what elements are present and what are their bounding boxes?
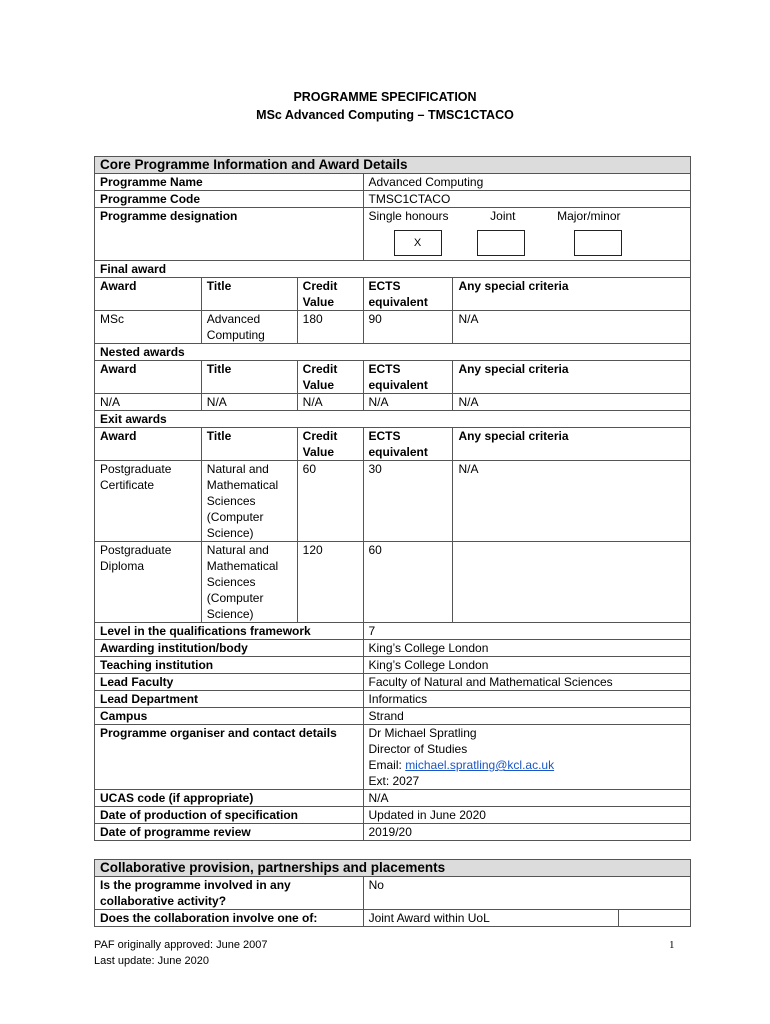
nested-criteria: N/A [453,394,691,411]
campus-label: Campus [95,708,364,725]
designation-joint: Joint [490,209,516,223]
exit-award: Postgraduate Diploma [95,542,202,623]
collaboration-question: Is the programme involved in any collaborative activity? [95,877,364,910]
nested-credit: N/A [297,394,363,411]
awarding-value: King’s College London [363,640,691,657]
final-ects: 90 [363,311,453,344]
programme-name-value: Advanced Computing [363,174,691,191]
footer-updated: Last update: June 2020 [94,955,209,967]
core-header: Core Programme Information and Award Details [95,157,691,174]
department-label: Lead Department [95,691,364,708]
level-value: 7 [363,623,691,640]
col-title: Title [201,361,297,394]
email-link[interactable]: michael.spratling@kcl.ac.uk [405,758,555,772]
col-ects: ECTS equivalent [363,278,453,311]
nested-award: N/A [95,394,202,411]
programme-code-label: Programme Code [95,191,364,208]
col-criteria: Any special criteria [453,428,691,461]
exit-award: Postgraduate Certificate [95,461,202,542]
exit-title: Natural and Mathematical Sciences (Computer Science) [201,542,297,623]
organiser-value [363,725,691,790]
col-credit: Credit Value [297,361,363,394]
table-row [95,542,691,623]
faculty-value: Faculty of Natural and Mathematical Sciences [363,674,691,691]
col-criteria: Any special criteria [453,361,691,394]
organiser-label: Programme organiser and contact details [95,725,364,790]
exit-title: Natural and Mathematical Sciences (Computer Science) [201,461,297,542]
teaching-label: Teaching institution [95,657,364,674]
final-criteria: N/A [453,311,691,344]
nested-title: N/A [201,394,297,411]
single-honours-checkbox[interactable]: X [394,230,442,256]
col-criteria: Any special criteria [453,278,691,311]
review-date-value: 2019/20 [363,824,691,841]
collaboration-type-check[interactable] [619,910,691,927]
collaboration-table [94,859,691,927]
final-credit: 180 [297,311,363,344]
document-title: PROGRAMME SPECIFICATION [293,90,477,104]
col-title: Title [201,428,297,461]
core-info-table [94,156,691,841]
exit-credit: 60 [297,461,363,542]
nested-ects: N/A [363,394,453,411]
ucas-label: UCAS code (if appropriate) [95,790,364,807]
production-date-value: Updated in June 2020 [363,807,691,824]
organiser-role: Director of Studies [368,742,468,756]
page-number: 1 [669,939,675,951]
col-credit: Credit Value [297,278,363,311]
col-title: Title [201,278,297,311]
awarding-label: Awarding institution/body [95,640,364,657]
major-minor-checkbox[interactable] [574,230,622,256]
final-title: Advanced Computing [201,311,297,344]
campus-value: Strand [363,708,691,725]
nested-awards-label: Nested awards [95,344,691,361]
teaching-value: King’s College London [363,657,691,674]
exit-criteria: N/A [453,461,691,542]
col-award: Award [95,428,202,461]
col-ects: ECTS equivalent [363,428,453,461]
designation-single: Single honours [368,209,449,223]
table-row [95,394,691,411]
col-ects: ECTS equivalent [363,361,453,394]
programme-name-label: Programme Name [95,174,364,191]
ucas-value: N/A [363,790,691,807]
programme-code-value: TMSC1CTACO [363,191,691,208]
footer-approved: PAF originally approved: June 2007 [94,939,268,951]
exit-ects: 30 [363,461,453,542]
final-award-label: Final award [95,261,691,278]
document-subtitle: MSc Advanced Computing – TMSC1CTACO [256,108,514,122]
faculty-label: Lead Faculty [95,674,364,691]
collaboration-answer: No [363,877,690,910]
designation-label: Programme designation [95,208,364,261]
exit-awards-label: Exit awards [95,411,691,428]
email-prefix: Email: [368,758,406,772]
final-award: MSc [95,311,202,344]
exit-ects: 60 [363,542,453,623]
review-date-label: Date of programme review [95,824,364,841]
designation-major: Major/minor [557,209,621,223]
department-value: Informatics [363,691,691,708]
joint-checkbox[interactable] [477,230,525,256]
exit-credit: 120 [297,542,363,623]
collaboration-type-question: Does the collaboration involve one of: [95,910,364,927]
designation-cell [363,208,691,261]
table-row [95,461,691,542]
col-award: Award [95,278,202,311]
phone-extension: Ext: 2027 [368,774,420,788]
exit-criteria [453,542,691,623]
production-date-label: Date of production of specification [95,807,364,824]
level-label: Level in the qualifications framework [95,623,364,640]
table-row [95,311,691,344]
collaboration-header: Collaborative provision, partnerships and placements [95,860,691,877]
collaboration-type-option: Joint Award within UoL [363,910,619,927]
col-award: Award [95,361,202,394]
organiser-name: Dr Michael Spratling [368,726,477,740]
col-credit: Credit Value [297,428,363,461]
